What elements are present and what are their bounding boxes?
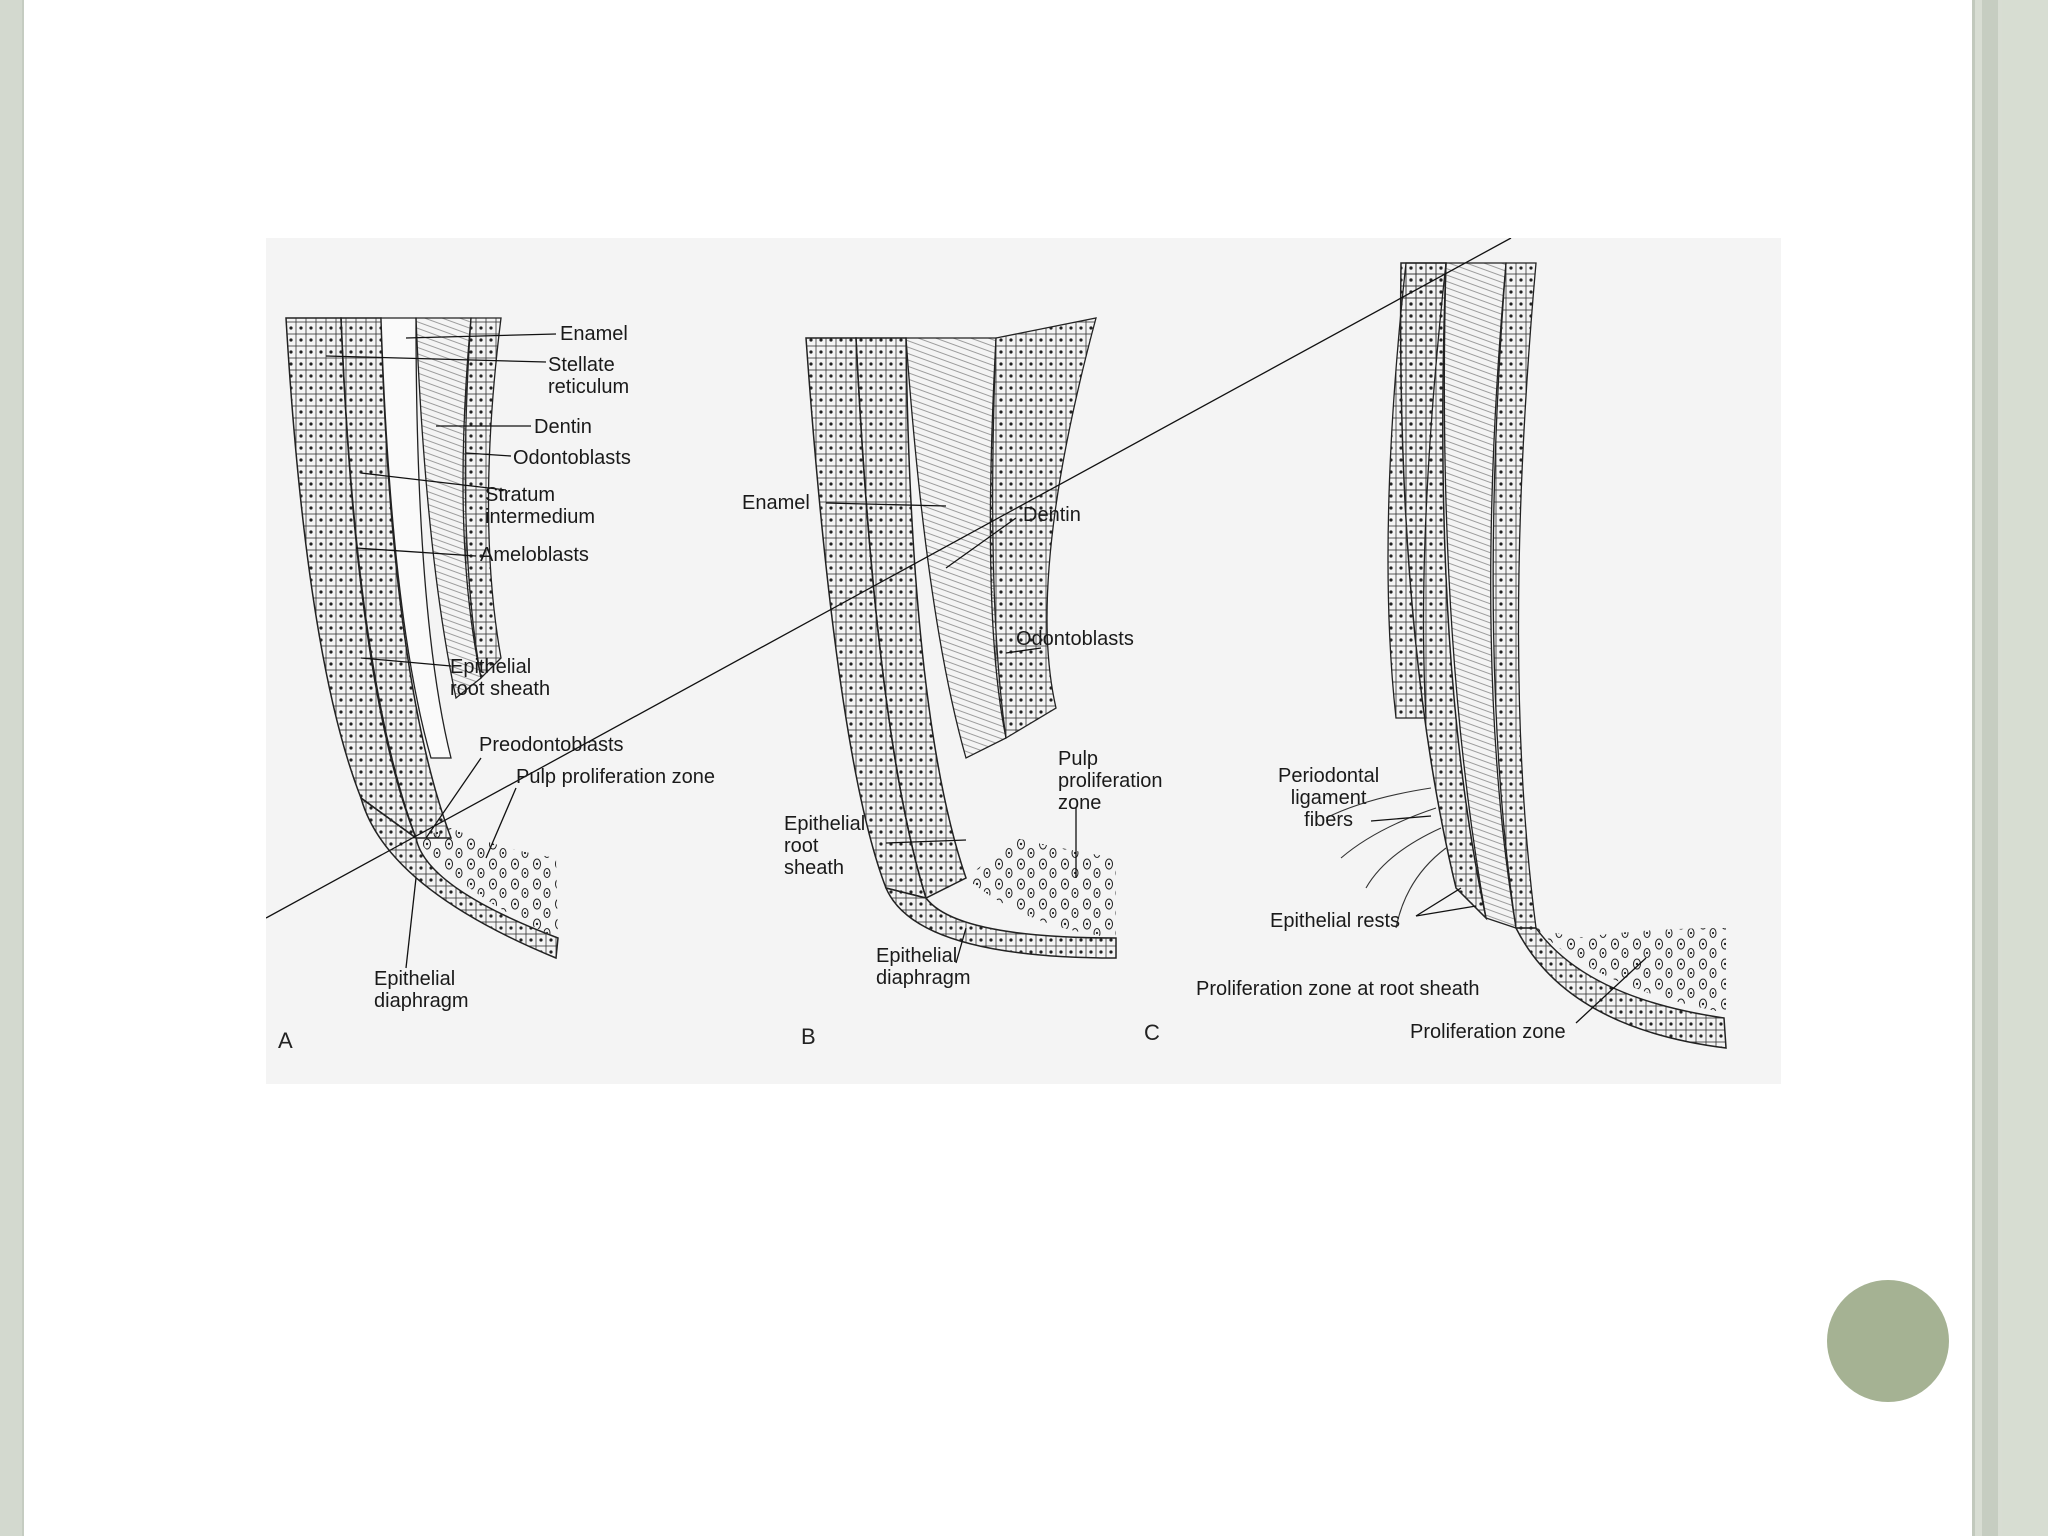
label-diaphragm-b: Epithelial diaphragm (876, 945, 971, 989)
label-root-sheath-a: Epithelial root sheath (450, 656, 551, 700)
panel-a-drawing (286, 318, 558, 968)
label-dentin-a: Dentin (534, 416, 592, 438)
label-enamel-b: Enamel (742, 492, 810, 514)
label-stratum-intermedium: Stratum intermedium (485, 484, 596, 528)
panel-letter-a: A (278, 1028, 293, 1053)
slide-left-border (0, 0, 24, 1536)
label-dentin-b: Dentin (1023, 504, 1081, 526)
label-pulp-zone-b: Pulp proliferation zone (1058, 748, 1163, 814)
label-ameloblasts: Ameloblasts (480, 544, 589, 566)
label-root-sheath-b: Epithelial root sheath (784, 813, 866, 879)
label-preodontoblasts: Preodontoblasts (479, 734, 624, 756)
label-diaphragm-a: Epithelial diaphragm (374, 968, 469, 1012)
panel-letter-b: B (801, 1024, 816, 1049)
slide-right-border (1960, 0, 2048, 1536)
panel-letter-c: C (1144, 1020, 1160, 1045)
label-pulp-zone-a: Pulp proliferation zone (516, 766, 716, 788)
label-odontoblasts-a: Odontoblasts (513, 447, 631, 469)
label-stellate-reticulum: Stellate reticulum (548, 354, 630, 398)
slide-decorative-circle (1827, 1280, 1949, 1402)
label-prolif-zone: Proliferation zone (1410, 1021, 1566, 1043)
label-odontoblasts-b: Odontoblasts (1016, 628, 1134, 650)
label-enamel-a: Enamel (560, 323, 628, 345)
tooth-root-development-figure (266, 238, 1781, 1084)
label-epithelial-rests: Epithelial rests (1270, 910, 1401, 932)
label-pdl-fibers: Periodontal ligament fibers (1278, 765, 1380, 831)
label-prolif-zone-root-sheath: Proliferation zone at root sheath (1196, 978, 1480, 1000)
